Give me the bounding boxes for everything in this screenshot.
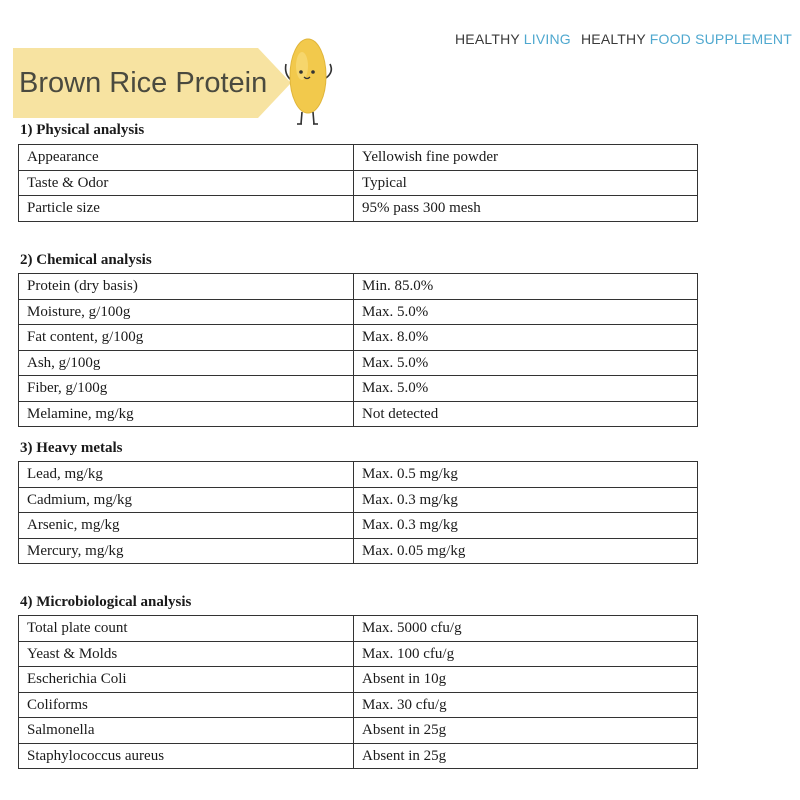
table-row [19,718,698,744]
param-cell: Staphylococcus aureus [19,743,354,769]
table-row [19,325,698,351]
param-cell: Fat content, g/100g [19,325,354,351]
table-row [19,350,698,376]
value-cell: Max. 0.5 mg/kg [354,462,698,488]
header-tagline [455,31,792,47]
value-cell: Max. 5.0% [354,350,698,376]
section-title-heavy-metals: 3) Heavy metals [20,440,123,456]
microbiological-analysis-table [18,615,698,769]
value-cell: Absent in 25g [354,718,698,744]
section-title-physical: 1) Physical analysis [20,122,145,138]
table-row [19,376,698,402]
param-cell: Fiber, g/100g [19,376,354,402]
tagline-living: LIVING [523,31,571,47]
tagline-food-supplement: FOOD SUPPLEMENT [649,31,792,47]
table-row [19,538,698,564]
param-cell: Moisture, g/100g [19,299,354,325]
heavy-metals-table [18,461,698,564]
value-cell: Max. 100 cfu/g [354,641,698,667]
value-cell: Typical [354,170,698,196]
param-cell: Mercury, mg/kg [19,538,354,564]
title-banner [13,48,293,118]
value-cell: Max. 5.0% [354,376,698,402]
table-row [19,487,698,513]
param-cell: Taste & Odor [19,170,354,196]
param-cell: Total plate count [19,616,354,642]
param-cell: Yeast & Molds [19,641,354,667]
value-cell: Max. 0.3 mg/kg [354,487,698,513]
param-cell: Arsenic, mg/kg [19,513,354,539]
table-row [19,462,698,488]
product-title: Brown Rice Protein [19,67,268,99]
value-cell: 95% pass 300 mesh [354,196,698,222]
param-cell: Salmonella [19,718,354,744]
value-cell: Max. 5.0% [354,299,698,325]
param-cell: Protein (dry basis) [19,274,354,300]
table-row [19,743,698,769]
value-cell: Absent in 10g [354,667,698,693]
value-cell: Min. 85.0% [354,274,698,300]
table-row [19,170,698,196]
value-cell: Max. 0.05 mg/kg [354,538,698,564]
value-cell: Yellowish fine powder [354,145,698,171]
param-cell: Particle size [19,196,354,222]
table-row [19,299,698,325]
value-cell: Max. 5000 cfu/g [354,616,698,642]
tagline-healthy-2: HEALTHY [580,31,646,47]
table-row [19,667,698,693]
table-row [19,401,698,427]
table-row [19,513,698,539]
table-row [19,641,698,667]
physical-analysis-table [18,144,698,222]
param-cell: Melamine, mg/kg [19,401,354,427]
value-cell: Max. 0.3 mg/kg [354,513,698,539]
section-title-chemical: 2) Chemical analysis [20,252,152,268]
table-row [19,145,698,171]
table-row [19,274,698,300]
table-row [19,692,698,718]
section-title-microbiological: 4) Microbiological analysis [20,594,192,610]
value-cell: Not detected [354,401,698,427]
tagline-healthy-1: HEALTHY [454,31,520,47]
value-cell: Max. 30 cfu/g [354,692,698,718]
param-cell: Ash, g/100g [19,350,354,376]
param-cell: Escherichia Coli [19,667,354,693]
table-row [19,616,698,642]
value-cell: Max. 8.0% [354,325,698,351]
param-cell: Lead, mg/kg [19,462,354,488]
rice-grain-mascot-icon [280,36,338,135]
param-cell: Appearance [19,145,354,171]
chemical-analysis-table [18,273,698,427]
value-cell: Absent in 25g [354,743,698,769]
table-row [19,196,698,222]
param-cell: Cadmium, mg/kg [19,487,354,513]
param-cell: Coliforms [19,692,354,718]
